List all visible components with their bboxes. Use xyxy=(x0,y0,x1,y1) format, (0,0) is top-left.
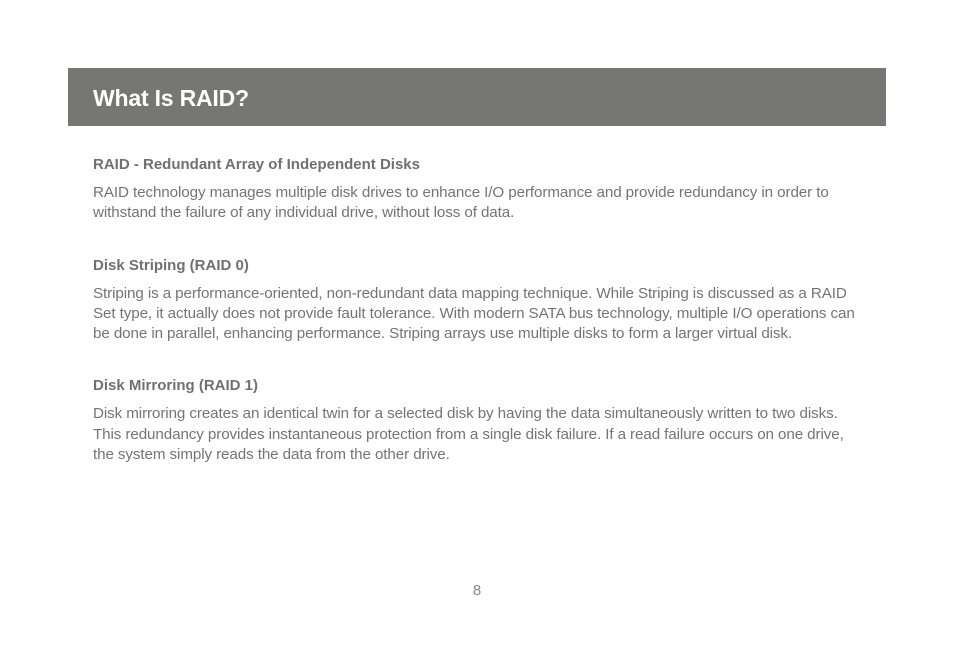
section-body: Disk mirroring creates an identical twin for a selected disk by having the data simultaneously written to two disks. This redundancy provides instantaneous protection from a single disk failure. If a read failure occurs on one drive, the system simply reads the data from the other drive. xyxy=(93,405,844,464)
section-heading: Disk Striping (RAID 0) xyxy=(93,256,249,274)
section-heading: Disk Mirroring (RAID 1) xyxy=(93,377,259,395)
section-body: RAID technology manages multiple disk drives to enhance I/O performance and provide redundancy in order to withstand the failure of any individual drive, without loss of data. xyxy=(93,184,829,222)
section-disk-mirroring xyxy=(93,375,863,465)
section-heading: RAID - Redundant Array of Independent Disks xyxy=(93,156,420,173)
page-number: 8 xyxy=(472,582,482,599)
section-body: Striping is a performance-oriented, non-redundant data mapping technique. While Striping is discussed as a RAID Set type, it actually does not provide fault tolerance. With modern SATA bus technology, multiple I/O operations can be done in parallel, enhancing performance. Striping arrays use multiple disks to form a larger virtual disk. xyxy=(93,284,855,343)
title-bar xyxy=(68,68,886,126)
section-disk-striping xyxy=(93,255,863,345)
section-raid-overview xyxy=(93,154,863,224)
main-content xyxy=(93,154,863,496)
page-title: What Is RAID? xyxy=(93,85,249,111)
